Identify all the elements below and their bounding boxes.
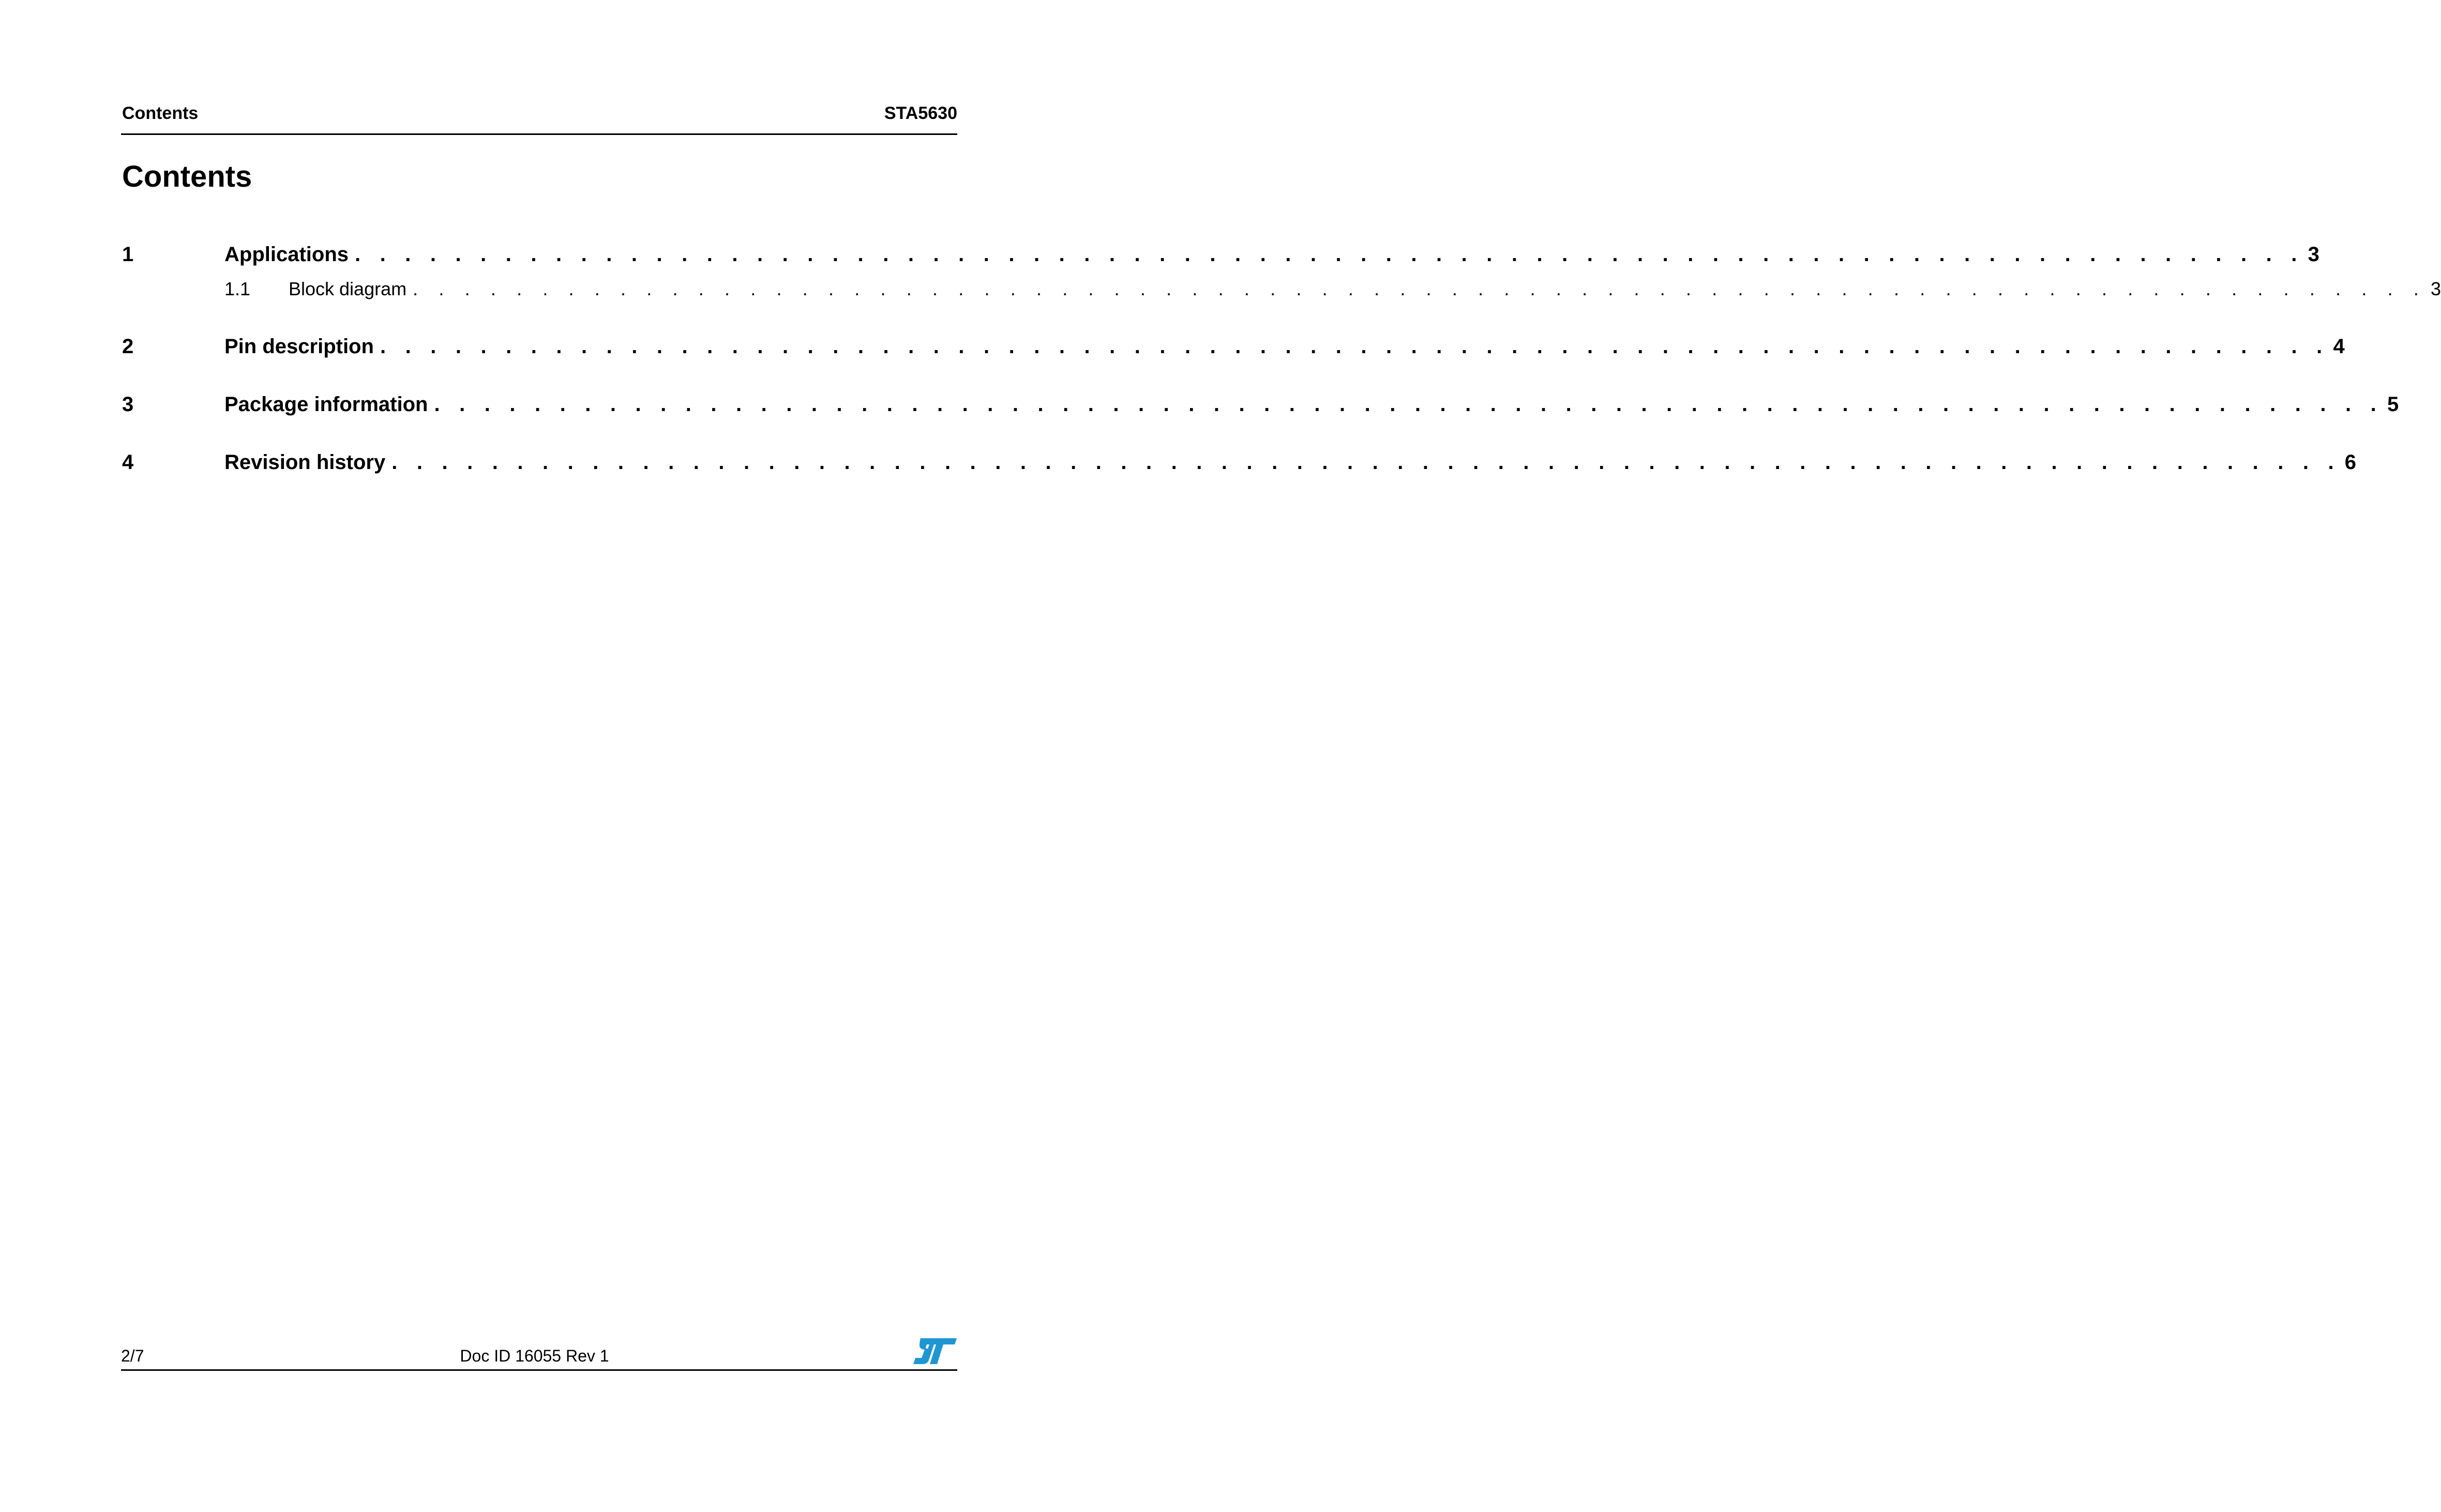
toc-entry-page[interactable]: 5 bbox=[2387, 393, 2399, 416]
toc-entry-number: 4 bbox=[122, 451, 134, 474]
header-product-name: STA5630 bbox=[884, 103, 957, 123]
toc-entry-label[interactable]: Block diagram bbox=[289, 278, 407, 299]
toc-entry-package-information[interactable] bbox=[122, 393, 2399, 416]
footer-divider bbox=[121, 1369, 957, 1371]
toc-entry-label[interactable]: Revision history bbox=[224, 451, 386, 474]
toc-entry-applications[interactable] bbox=[122, 243, 2319, 266]
toc-entry-number: 1 bbox=[122, 243, 134, 266]
toc-leader-dots: . . . . . . . . . . . . . . . . . . . . . . . . . . . . . . . . . . . . . . . . . . . . . . . . . . . . . . . . . . . . . . . . . . . . . . . . . . . . . . bbox=[380, 335, 2329, 358]
st-logo-icon bbox=[913, 1337, 957, 1365]
toc-entry-number: 2 bbox=[122, 335, 134, 358]
toc-leader-dots: . . . . . . . . . . . . . . . . . . . . . . . . . . . . . . . . . . . . . . . . . . . . . . . . . . . . . . . . . . . . . . . . . . . . . . . . . . . . . . bbox=[391, 451, 2341, 474]
toc-entry-page[interactable]: 6 bbox=[2344, 451, 2357, 474]
toc-leader-dots: . . . . . . . . . . . . . . . . . . . . . . . . . . . . . . . . . . . . . . . . . . . . . . . . . . . . . . . . . . . . . . . . . . . . . . . . . . . . . . bbox=[434, 393, 2383, 416]
toc-entry-revision-history[interactable] bbox=[122, 451, 2357, 474]
toc-entry-pin-description[interactable] bbox=[122, 335, 2345, 358]
header-section-title: Contents bbox=[122, 103, 199, 123]
header-divider bbox=[121, 133, 957, 135]
toc-entry-label[interactable]: Pin description bbox=[224, 335, 374, 358]
toc-entry-number: 3 bbox=[122, 393, 134, 416]
toc-entry-page[interactable]: 4 bbox=[2333, 335, 2345, 358]
toc-leader-dots: . . . . . . . . . . . . . . . . . . . . . . . . . . . . . . . . . . . . . . . . . . . . . . . . . . . . . . . . . . . . . . . . . . . . . . . . . . . . . . bbox=[355, 243, 2304, 266]
toc-entry-page[interactable]: 3 bbox=[2431, 278, 2441, 299]
toc-leader-dots: . . . . . . . . . . . . . . . . . . . . . . . . . . . . . . . . . . . . . . . . . . . . . . . . . . . . . . . . . . . . . . . . . . . . . . . . . . . . . . bbox=[413, 278, 2427, 299]
toc-entry-label[interactable]: Package information bbox=[224, 393, 428, 416]
footer-page-number: 2/7 bbox=[121, 1347, 144, 1365]
footer-doc-id: Doc ID 16055 Rev 1 bbox=[460, 1347, 609, 1365]
toc-entry-page[interactable]: 3 bbox=[2308, 243, 2319, 266]
page-title: Contents bbox=[122, 160, 252, 193]
toc-entry-block-diagram[interactable] bbox=[122, 278, 2441, 300]
toc-entry-label[interactable]: Applications bbox=[224, 243, 349, 266]
toc-entry-number: 1.1 bbox=[224, 278, 251, 299]
